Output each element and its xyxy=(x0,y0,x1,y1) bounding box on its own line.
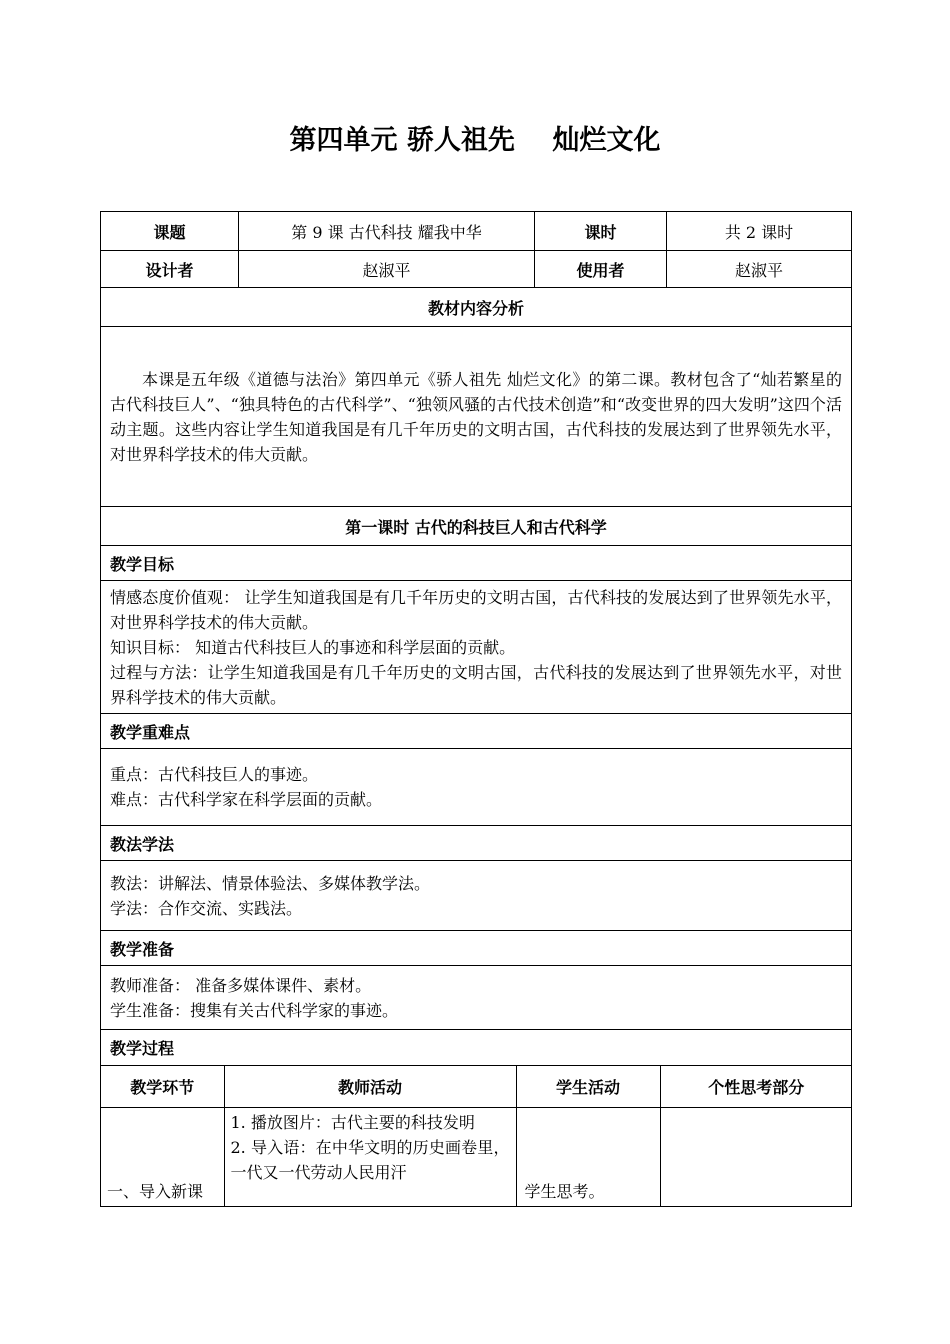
analysis-heading: 教材内容分析 xyxy=(101,288,852,327)
info-row-designer xyxy=(101,251,852,288)
teacher-prep: 教师准备： 准备多媒体课件、素材。 xyxy=(110,975,372,995)
stage-cell xyxy=(101,1107,224,1206)
analysis-cell xyxy=(101,327,852,507)
user-value: 赵淑平 xyxy=(667,251,852,288)
keypoints-cell xyxy=(101,749,852,826)
goal-process: 过程与方法：让学生知道我国是有几千年历史的文明古国，古代科技的发展达到了世界领先水平，对世界科学技术的伟大贡献。 xyxy=(110,662,842,707)
process-table xyxy=(101,1066,852,1206)
key-point: 重点：古代科技巨人的事迹。 xyxy=(110,765,319,784)
teacher-activity-cell xyxy=(224,1107,516,1206)
topic-label: 课题 xyxy=(101,212,239,251)
student-prep: 学生准备：搜集有关古代科学家的事迹。 xyxy=(110,1000,399,1020)
topic-value: 第 9 课 古代科技 耀我中华 xyxy=(239,212,535,251)
prep-heading: 教学准备 xyxy=(101,931,852,966)
methods-heading: 教法学法 xyxy=(101,826,852,861)
period-value: 共 2 课时 xyxy=(667,212,852,251)
teacher-activity-1: 1. 播放图片：古代主要的科技发明 xyxy=(230,1112,475,1132)
designer-label: 设计者 xyxy=(101,251,239,288)
stage-text: 一、导入新课 xyxy=(107,1182,204,1201)
goals-heading: 教学目标 xyxy=(101,546,852,581)
user-label: 使用者 xyxy=(535,251,667,288)
goal-emotion: 情感态度价值观： 让学生知道我国是有几千年历史的文明古国，古代科技的发展达到了世界领先水平，对世界科学技术的伟大贡献。 xyxy=(110,587,842,632)
goal-knowledge: 知识目标： 知道古代科技巨人的事迹和科学层面的贡献。 xyxy=(110,637,516,657)
period-label: 课时 xyxy=(535,212,667,251)
learning-method: 学法：合作交流、实践法。 xyxy=(110,898,303,918)
designer-value: 赵淑平 xyxy=(239,251,535,288)
process-row xyxy=(101,1107,852,1206)
student-activity-cell xyxy=(516,1107,660,1206)
lesson-plan-table xyxy=(100,211,852,1207)
info-row-topic xyxy=(101,212,852,251)
prep-cell xyxy=(101,966,852,1030)
thoughts-cell xyxy=(660,1107,852,1206)
keypoints-heading: 教学重难点 xyxy=(101,714,852,749)
process-header-row xyxy=(101,1066,852,1107)
col-thoughts: 个性思考部分 xyxy=(660,1066,852,1107)
teacher-activity-2: 2. 导入语：在中华文明的历史画卷里，一代又一代劳动人民用汗 xyxy=(230,1137,510,1182)
col-stage: 教学环节 xyxy=(101,1066,224,1107)
lesson1-heading: 第一课时 古代的科技巨人和古代科学 xyxy=(101,507,852,546)
col-student: 学生活动 xyxy=(516,1066,660,1107)
process-heading: 教学过程 xyxy=(101,1030,852,1066)
goals-cell xyxy=(101,581,852,714)
difficult-point: 难点：古代科学家在科学层面的贡献。 xyxy=(110,790,383,809)
process-table-cell xyxy=(101,1066,852,1207)
analysis-text: 本课是五年级《道德与法治》第四单元《骄人祖先 灿烂文化》的第二课。教材包含了“灿若繁星的古代科技巨人”、“独具特色的古代科学”、“独领风骚的古代技术创造”和“改变世界的四大发明”这四个活动主题。这些内容让学生知道我国是有几千年历史的文明古国，古代科技的发展达到了世界领先水平，对世界科学技术的伟大贡献。 xyxy=(110,369,842,464)
col-teacher: 教师活动 xyxy=(224,1066,516,1107)
teaching-method: 教法：讲解法、情景体验法、多媒体教学法。 xyxy=(110,873,431,893)
methods-cell xyxy=(101,861,852,931)
page-title: 第四单元 骄人祖先 灿烂文化 xyxy=(289,125,661,156)
student-activity-text: 学生思考。 xyxy=(524,1182,605,1201)
